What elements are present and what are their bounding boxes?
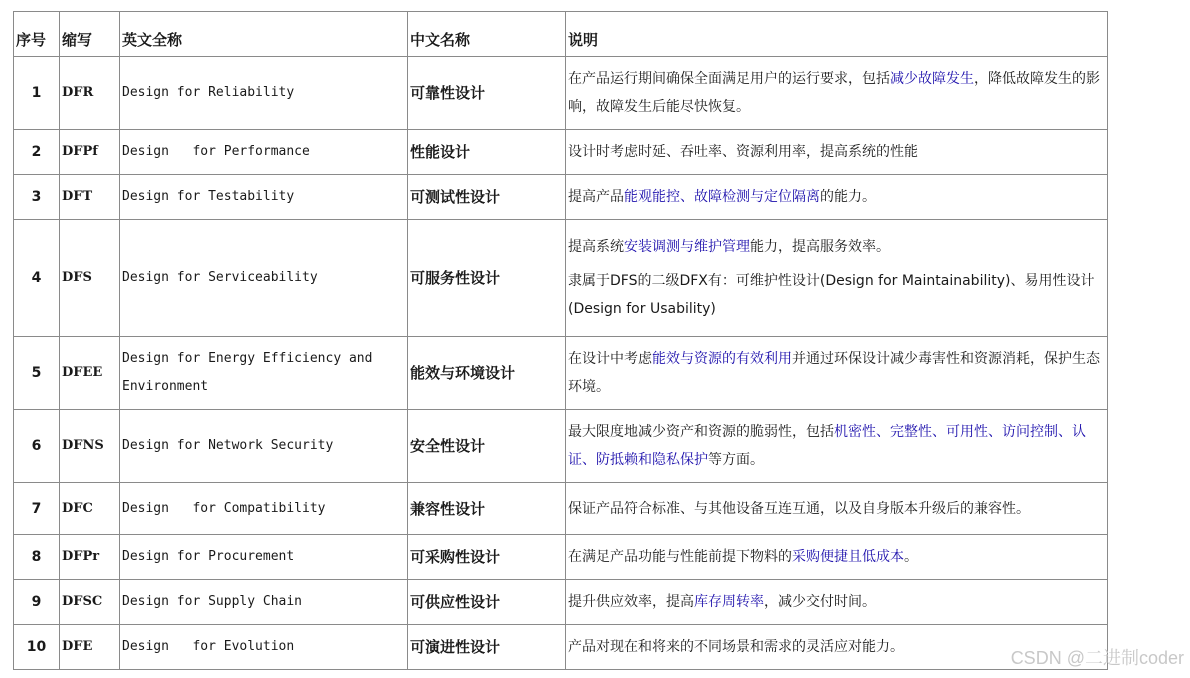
table-row [14, 337, 1108, 410]
cell-chinese-name: 可服务性设计 [408, 220, 566, 337]
description-text: 保证产品符合标准、与其他设备互连互通，以及自身版本升级后的兼容性。 [568, 500, 1030, 517]
description-paragraph [568, 183, 1105, 211]
cell-chinese-name: 可采购性设计 [408, 535, 566, 580]
cell-abbr: DFE [60, 625, 120, 670]
header-cn: 中文名称 [408, 12, 566, 57]
header-desc: 说明 [566, 12, 1108, 57]
description-text: 能力，提高服务效率。 [750, 239, 890, 255]
cell-chinese-name: 可靠性设计 [408, 57, 566, 130]
highlighted-term: 库存周转率 [694, 594, 764, 610]
description-text: 在满足产品功能与性能前提下物料的 [568, 549, 792, 565]
table-body [14, 57, 1108, 670]
header-num: 序号 [14, 12, 60, 57]
cell-description [566, 483, 1108, 535]
cell-chinese-name: 能效与环境设计 [408, 337, 566, 410]
cell-english-name: Design for Procurement [120, 535, 408, 580]
description-paragraph [568, 418, 1105, 474]
description-text: 提高系统 [568, 239, 624, 255]
description-text: 并通过环保设计减少毒害性和资源消耗，保护生态环境。 [568, 351, 1100, 395]
description-text: 提高产品 [568, 189, 624, 205]
cell-abbr: DFPr [60, 535, 120, 580]
description-paragraph [568, 588, 1105, 616]
description-paragraph [568, 495, 1105, 523]
header-abbr: 缩写 [60, 12, 120, 57]
description-text: 隶属于DFS的二级DFX有：可维护性设计(Design for Maintainability)、易用性设计 (Design for Usability) [568, 273, 1095, 317]
cell-chinese-name: 性能设计 [408, 130, 566, 175]
cell-description [566, 580, 1108, 625]
description-text: 在设计中考虑 [568, 351, 652, 367]
description-text: ，减少交付时间。 [764, 594, 876, 610]
table-row [14, 535, 1108, 580]
cell-english-name: Design for Energy Efficiency and Environment [120, 337, 408, 410]
cell-english-name: Design for Serviceability [120, 220, 408, 337]
cell-description [566, 175, 1108, 220]
cell-num: 8 [14, 535, 60, 580]
description-text: 产品对现在和将来的不同场景和需求的灵活应对能力。 [568, 639, 904, 655]
description-paragraph [568, 65, 1105, 121]
cell-description [566, 57, 1108, 130]
highlighted-term: 采购便捷且低成本 [792, 549, 904, 565]
table-row [14, 580, 1108, 625]
table-row [14, 130, 1108, 175]
highlighted-term: 减少故障发生 [890, 71, 974, 87]
table-row [14, 483, 1108, 535]
table-row [14, 625, 1108, 670]
cell-chinese-name: 兼容性设计 [408, 483, 566, 535]
description-paragraph [568, 267, 1105, 323]
cell-english-name: Design for Testability [120, 175, 408, 220]
cell-chinese-name: 可测试性设计 [408, 175, 566, 220]
description-paragraph [568, 233, 1105, 261]
cell-abbr: DFS [60, 220, 120, 337]
description-text: 。 [904, 549, 918, 565]
description-text: 在产品运行期间确保全面满足用户的运行要求，包括 [568, 71, 890, 87]
description-text: 提升供应效率，提高 [568, 594, 694, 610]
highlighted-term: 能效与资源的有效利用 [652, 351, 792, 367]
description-text: 的能力。 [820, 189, 876, 205]
cell-english-name: Design for Compatibility [120, 483, 408, 535]
table-row [14, 410, 1108, 483]
cell-num: 2 [14, 130, 60, 175]
cell-english-name: Design for Supply Chain [120, 580, 408, 625]
cell-abbr: DFNS [60, 410, 120, 483]
cell-num: 4 [14, 220, 60, 337]
header-en: 英文全称 [120, 12, 408, 57]
cell-num: 10 [14, 625, 60, 670]
cell-num: 5 [14, 337, 60, 410]
watermark: CSDN @二进制coder [1010, 648, 1184, 668]
cell-num: 9 [14, 580, 60, 625]
cell-description [566, 130, 1108, 175]
table-row [14, 220, 1108, 337]
description-paragraph [568, 345, 1105, 401]
description-text: ，降低故障发生的影响，故障发生后能尽快恢复。 [568, 71, 1100, 115]
cell-chinese-name: 安全性设计 [408, 410, 566, 483]
cell-abbr: DFPf [60, 130, 120, 175]
cell-abbr: DFSC [60, 580, 120, 625]
table-header-row [14, 12, 1108, 57]
cell-english-name: Design for Reliability [120, 57, 408, 130]
table-row [14, 57, 1108, 130]
highlighted-term: 机密性、完整性、可用性、访问控制、认证、防抵赖和隐私保护 [568, 424, 1086, 468]
cell-num: 3 [14, 175, 60, 220]
cell-english-name: Design for Performance [120, 130, 408, 175]
description-text: 最大限度地减少资产和资源的脆弱性，包括 [568, 424, 834, 440]
description-text: 设计时考虑时延、吞吐率、资源利用率，提高系统的性能 [568, 144, 918, 160]
cell-num: 6 [14, 410, 60, 483]
highlighted-term: 安装调测与维护管理 [624, 239, 750, 255]
cell-description [566, 220, 1108, 337]
cell-chinese-name: 可演进性设计 [408, 625, 566, 670]
table-row [14, 175, 1108, 220]
cell-num: 1 [14, 57, 60, 130]
cell-english-name: Design for Evolution [120, 625, 408, 670]
cell-abbr: DFR [60, 57, 120, 130]
cell-description [566, 337, 1108, 410]
description-paragraph [568, 543, 1105, 571]
cell-chinese-name: 可供应性设计 [408, 580, 566, 625]
description-paragraph [568, 138, 1105, 166]
cell-abbr: DFT [60, 175, 120, 220]
dfx-table [13, 11, 1108, 670]
cell-abbr: DFEE [60, 337, 120, 410]
cell-english-name: Design for Network Security [120, 410, 408, 483]
description-text: 等方面。 [708, 452, 764, 468]
cell-description [566, 410, 1108, 483]
cell-description [566, 535, 1108, 580]
highlighted-term: 能观能控、故障检测与定位隔离 [624, 189, 820, 205]
cell-num: 7 [14, 483, 60, 535]
cell-abbr: DFC [60, 483, 120, 535]
